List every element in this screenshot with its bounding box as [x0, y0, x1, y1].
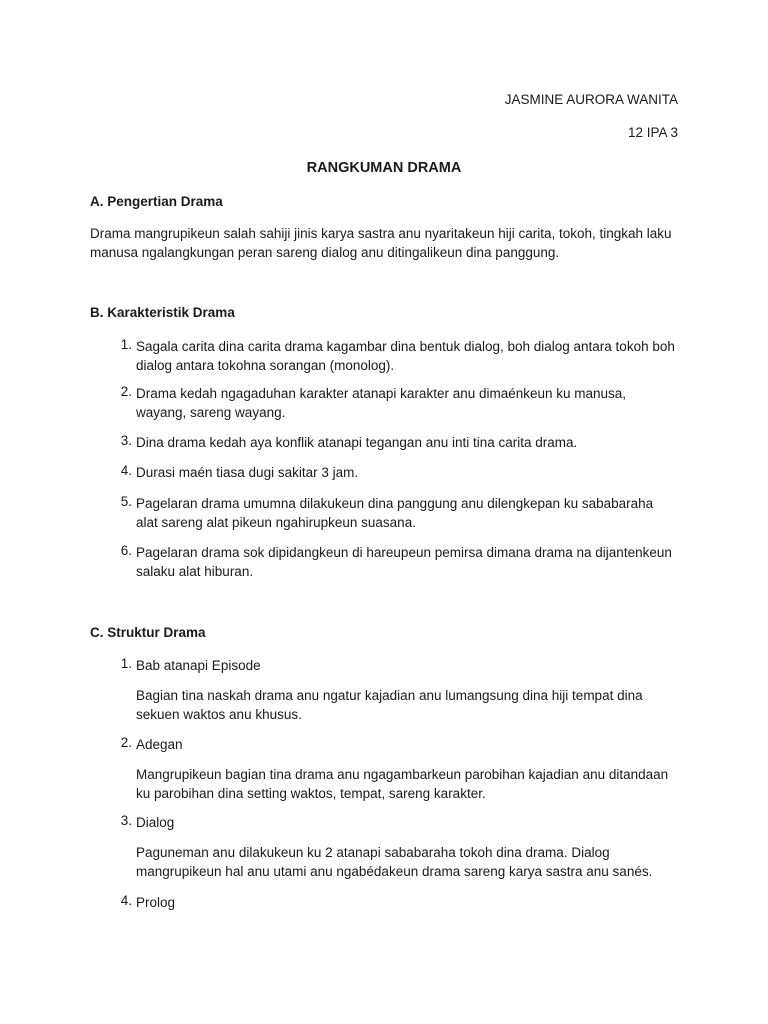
list-number: 2. [120, 735, 132, 750]
list-number: 3. [120, 813, 132, 828]
list-number: 6. [120, 543, 132, 558]
list-number: 4. [120, 893, 132, 908]
list-number: 3. [120, 433, 132, 448]
section-heading-pengertian: A. Pengertian Drama [90, 194, 223, 209]
list-item: Dina drama kedah aya konflik atanapi tegangan anu inti tina carita drama. [136, 435, 578, 450]
list-number: 1. [120, 337, 132, 352]
list-item-description: Mangrupikeun bagian tina drama anu ngagambarkeun parobihan kajadian anu ditandaan ku parobihan dina setting waktos, tempat, sareng karakter. [136, 767, 669, 801]
document-title: RANGKUMAN DRAMA [306, 160, 462, 176]
class-label: 12 IPA 3 [627, 125, 678, 140]
list-number: 4. [120, 463, 132, 478]
list-item-title: Dialog [136, 815, 175, 830]
list-item-title: Bab atanapi Episode [136, 658, 261, 673]
list-item: Sagala carita dina carita drama kagambar dina bentuk dialog, boh dialog antara tokoh boh dialog antara tokohna sorangan (monolog). [136, 339, 675, 373]
list-item: Drama kedah ngagaduhan karakter atanapi karakter anu dimaénkeun ku manusa, wayang, sareng wayang. [136, 386, 627, 420]
list-item-description: Bagian tina naskah drama anu ngatur kajadian anu lumangsung dina hiji tempat dina sekuen waktos anu khusus. [136, 688, 643, 722]
list-item: Pagelaran drama umumna dilakukeun dina panggung anu dilengkepan ku sababaraha alat sareng alat pikeun ngahirupkeun suasana. [136, 496, 654, 530]
list-number: 2. [120, 384, 132, 399]
list-number: 1. [120, 656, 132, 671]
section-heading-struktur: C. Struktur Drama [90, 625, 206, 640]
section-heading-karakteristik: B. Karakteristik Drama [90, 305, 235, 320]
author-name: JASMINE AURORA WANITA [504, 92, 678, 107]
list-item-title: Prolog [136, 895, 176, 910]
list-item: Durasi maén tiasa dugi sakitar 3 jam. [136, 465, 359, 480]
list-item: Pagelaran drama sok dipidangkeun di hareupeun pemirsa dimana drama na dijantenkeun salaku alat hiburan. [136, 545, 672, 579]
section-paragraph-pengertian: Drama mangrupikeun salah sahiji jinis karya sastra anu nyaritakeun hiji carita, tokoh, tingkah laku manusa ngalangkungan peran sareng dialog anu ditingalikeun dina panggung. [90, 226, 672, 260]
list-item-title: Adegan [136, 737, 183, 752]
list-item-description: Paguneman anu dilakukeun ku 2 atanapi sababaraha tokoh dina drama. Dialog mangrupikeun hal anu utami anu ngabédakeun drama sareng karya sastra anu sanés. [136, 845, 653, 879]
list-number: 5. [120, 494, 132, 509]
